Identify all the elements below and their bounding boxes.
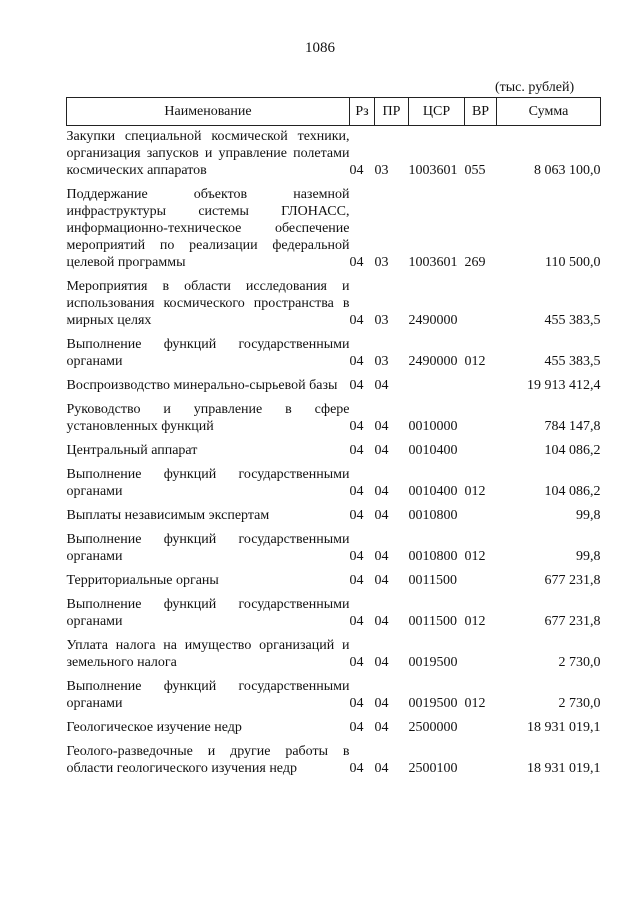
table-row [67, 184, 601, 276]
row-name: Геолого-разведочные и другие работы в области геологического изучения недр [66, 744, 350, 776]
row-rz: 04 [349, 614, 364, 629]
row-pr: 04 [374, 508, 389, 523]
row-amount: 8 063 100,0 [534, 163, 601, 178]
row-csr: 2490000 [408, 313, 458, 328]
row-pr: 03 [374, 163, 389, 178]
row-pr: 04 [374, 696, 389, 711]
row-vr [465, 570, 497, 594]
row-amount: 455 383,5 [544, 354, 601, 369]
row-rz: 04 [349, 163, 364, 178]
page-number: 1086 [305, 40, 335, 56]
header-amount: Сумма [497, 98, 601, 126]
table-row [67, 464, 601, 505]
header-pr: ПР [375, 98, 409, 126]
row-name: Мероприятия в области исследования и использования космического пространства в мирных целях [66, 279, 350, 328]
row-name: Руководство и управление в сфере установленных функций [66, 402, 350, 434]
row-amount: 18 931 019,1 [527, 720, 601, 735]
row-name: Воспроизводство минерально-сырьевой базы [66, 378, 338, 393]
row-amount: 19 913 412,4 [527, 378, 601, 393]
row-csr: 0010000 [408, 419, 458, 434]
row-rz: 04 [349, 354, 364, 369]
row-vr [465, 375, 497, 399]
row-pr: 04 [374, 484, 389, 499]
row-csr [409, 375, 465, 399]
row-csr: 2490000 [408, 354, 458, 369]
header-vr: ВР [465, 98, 497, 126]
row-vr: 012 [464, 696, 486, 711]
row-vr: 012 [464, 549, 486, 564]
units-label: (тыс. рублей) [495, 80, 575, 95]
budget-table [66, 97, 601, 782]
row-vr [465, 741, 497, 782]
row-rz: 04 [349, 549, 364, 564]
row-name: Выполнение функций государственными органами [66, 597, 350, 629]
row-amount: 2 730,0 [558, 655, 601, 670]
table-row [67, 676, 601, 717]
row-vr [465, 276, 497, 334]
row-vr [465, 399, 497, 440]
table-row [67, 276, 601, 334]
row-rz: 04 [349, 484, 364, 499]
row-csr: 1003601 [408, 255, 458, 270]
row-pr: 04 [374, 573, 389, 588]
row-csr: 2500100 [408, 761, 458, 776]
row-amount: 677 231,8 [544, 614, 601, 629]
row-rz: 04 [349, 720, 364, 735]
row-vr: 055 [464, 163, 486, 178]
row-vr [465, 440, 497, 464]
row-pr: 04 [374, 443, 389, 458]
table-header-row [67, 98, 601, 126]
row-vr: 012 [464, 354, 486, 369]
row-vr: 269 [464, 255, 486, 270]
row-name: Выполнение функций государственными органами [66, 337, 350, 369]
table-row [67, 334, 601, 375]
row-name: Центральный аппарат [66, 443, 198, 458]
row-amount: 104 086,2 [544, 484, 601, 499]
row-vr [465, 635, 497, 676]
row-csr: 0019500 [408, 655, 458, 670]
row-amount: 18 931 019,1 [527, 761, 601, 776]
table-row [67, 375, 601, 399]
row-csr: 1003601 [408, 163, 458, 178]
row-pr: 04 [374, 655, 389, 670]
table-row [67, 399, 601, 440]
row-name: Выполнение функций государственными органами [66, 679, 350, 711]
table-row [67, 717, 601, 741]
row-csr: 0010800 [408, 549, 458, 564]
table-row [67, 594, 601, 635]
row-amount: 2 730,0 [558, 696, 601, 711]
table-row [67, 741, 601, 782]
row-csr: 0010800 [408, 508, 458, 523]
row-name: Уплата налога на имущество организаций и земельного налога [66, 638, 350, 670]
row-amount: 677 231,8 [544, 573, 601, 588]
row-rz: 04 [349, 655, 364, 670]
row-name: Выплаты независимым экспертам [66, 508, 270, 523]
row-name: Выполнение функций государственными органами [66, 467, 350, 499]
table-row [67, 126, 601, 185]
table-row [67, 440, 601, 464]
row-name: Территориальные органы [66, 573, 219, 588]
row-vr [465, 717, 497, 741]
row-pr: 04 [374, 549, 389, 564]
row-amount: 455 383,5 [544, 313, 601, 328]
row-rz: 04 [349, 508, 364, 523]
row-rz: 04 [349, 573, 364, 588]
table-row [67, 635, 601, 676]
table-row [67, 529, 601, 570]
row-pr: 04 [374, 720, 389, 735]
row-rz: 04 [349, 419, 364, 434]
row-pr: 04 [374, 761, 389, 776]
row-vr: 012 [464, 484, 486, 499]
row-rz: 04 [349, 696, 364, 711]
header-csr: ЦСР [409, 98, 465, 126]
row-pr: 03 [374, 255, 389, 270]
row-name: Закупки специальной космической техники, организация запусков и управление полетами космических аппаратов [66, 129, 350, 178]
row-pr: 03 [374, 354, 389, 369]
row-pr: 04 [374, 378, 389, 393]
row-csr: 0010400 [408, 484, 458, 499]
row-amount: 99,8 [576, 549, 601, 564]
row-name: Выполнение функций государственными органами [66, 532, 350, 564]
row-name: Поддержание объектов наземной инфраструктуры системы ГЛОНАСС, информационно-техническое обеспечение мероприятий по реализации федеральной целевой программы [66, 187, 350, 270]
row-rz: 04 [349, 443, 364, 458]
row-rz: 04 [349, 255, 364, 270]
table-row [67, 505, 601, 529]
header-name: Наименование [67, 98, 350, 126]
row-csr: 0010400 [408, 443, 458, 458]
row-vr [465, 505, 497, 529]
row-vr: 012 [464, 614, 486, 629]
row-amount: 110 500,0 [545, 255, 601, 270]
row-csr: 0011500 [408, 573, 457, 588]
row-csr: 0011500 [408, 614, 457, 629]
row-pr: 04 [374, 614, 389, 629]
header-rz: Рз [350, 98, 375, 126]
row-rz: 04 [349, 313, 364, 328]
row-amount: 784 147,8 [544, 419, 601, 434]
row-amount: 99,8 [576, 508, 601, 523]
row-rz: 04 [349, 761, 364, 776]
row-rz: 04 [349, 378, 364, 393]
row-amount: 104 086,2 [544, 443, 601, 458]
row-csr: 0019500 [408, 696, 458, 711]
row-csr: 2500000 [408, 720, 458, 735]
table-row [67, 570, 601, 594]
row-name: Геологическое изучение недр [66, 720, 242, 735]
row-pr: 04 [374, 419, 389, 434]
row-pr: 03 [374, 313, 389, 328]
